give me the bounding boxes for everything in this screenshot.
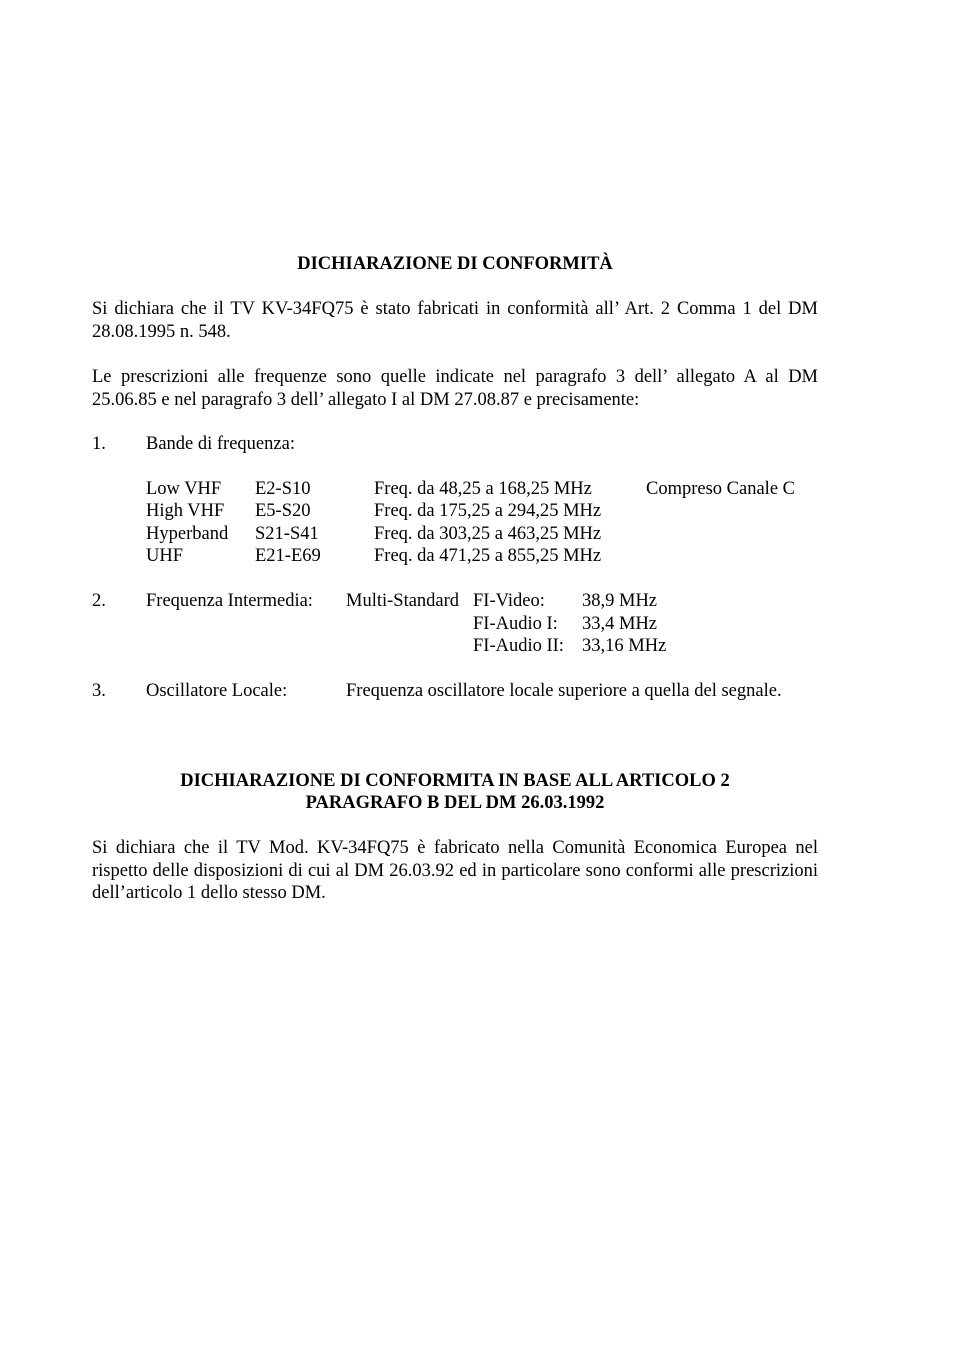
- paragraph-frequency-prescriptions: Le prescrizioni alle frequenze sono quelle indicate nel paragrafo 3 dell’ allegato A al DM 25.06.85 e nel paragrafo 3 dell’ allegato I al DM 27.08.87 e precisamente:: [92, 367, 818, 410]
- band-name: Low VHF: [146, 479, 222, 499]
- if-name: FI-Audio I:: [473, 614, 558, 634]
- band-name: Hyperband: [146, 524, 229, 544]
- band-frequency: Freq. da 471,25 a 855,25 MHz: [374, 546, 602, 566]
- item-2-number: 2.: [92, 591, 106, 611]
- item-1-label: Bande di frequenza:: [146, 434, 295, 454]
- band-frequency: Freq. da 48,25 a 168,25 MHz: [374, 479, 592, 499]
- title-conformity-article-line-2: PARAGRAFO B DEL DM 26.03.1992: [305, 793, 605, 813]
- band-channels: E5-S20: [255, 501, 311, 521]
- title-conformity-article-line-1: DICHIARAZIONE DI CONFORMITA IN BASE ALL ARTICOLO 2: [180, 771, 730, 791]
- if-value: 38,9 MHz: [582, 591, 658, 611]
- band-name: High VHF: [146, 501, 225, 521]
- band-name: UHF: [146, 546, 184, 566]
- paragraph-eec-declaration: Si dichiara che il TV Mod. KV-34FQ75 è fabricato nella Comunità Economica Europea nel rispetto delle disposizioni di cui al DM 26.03.92 ed in particolare sono conformi alle prescrizioni dell’articolo 1 dello stesso DM.: [92, 838, 818, 903]
- item-2-label: Frequenza Intermedia:: [146, 591, 313, 611]
- band-channels: S21-S41: [255, 524, 319, 544]
- band-channels: E21-E69: [255, 546, 321, 566]
- band-frequency: Freq. da 303,25 a 463,25 MHz: [374, 524, 602, 544]
- if-value: 33,4 MHz: [582, 614, 658, 634]
- if-value: 33,16 MHz: [582, 636, 667, 656]
- item-1-number: 1.: [92, 434, 106, 454]
- oscillator-text: Frequenza oscillatore locale superiore a quella del segnale.: [346, 681, 782, 701]
- intermediate-standard: Multi-Standard: [346, 591, 460, 611]
- band-frequency: Freq. da 175,25 a 294,25 MHz: [374, 501, 602, 521]
- item-3-number: 3.: [92, 681, 106, 701]
- title-conformity: DICHIARAZIONE DI CONFORMITÀ: [297, 254, 613, 274]
- if-name: FI-Video:: [473, 591, 545, 611]
- item-3-label: Oscillatore Locale:: [146, 681, 288, 701]
- if-name: FI-Audio II:: [473, 636, 564, 656]
- band-note: Compreso Canale C: [646, 479, 796, 499]
- band-channels: E2-S10: [255, 479, 311, 499]
- paragraph-declaration: Si dichiara che il TV KV-34FQ75 è stato fabricati in conformità all’ Art. 2 Comma 1 del DM 28.08.1995 n. 548.: [92, 299, 818, 342]
